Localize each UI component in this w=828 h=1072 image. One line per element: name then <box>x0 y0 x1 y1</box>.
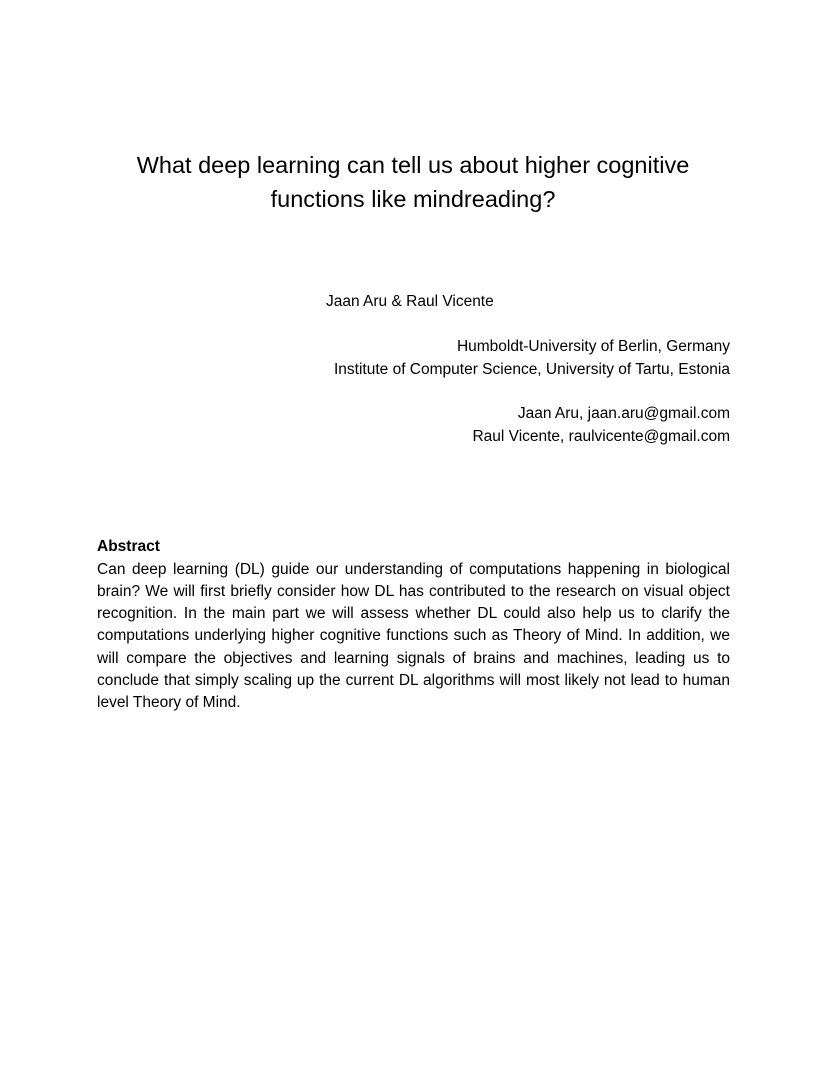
abstract-text: Can deep learning (DL) guide our understanding of computations happening in biological brain? We will first briefly consider how DL has contributed to the research on visual object recognition. In the main part we will assess whether DL could also help us to clarify the computations underlying higher cognitive functions such as Theory of Mind. In addition, we will compare the objectives and learning signals of brains and machines, leading us to conclude that simply scaling up the current DL algorithms will most likely not lead to human level Theory of Mind. <box>97 560 730 712</box>
affiliation-tartu: Institute of Computer Science, University of Tartu, Estonia <box>333 360 730 378</box>
abstract-heading: Abstract <box>97 538 160 555</box>
paper-title-line-1: What deep learning can tell us about higher cognitive <box>136 152 690 178</box>
paper-authors: Jaan Aru & Raul Vicente <box>326 293 494 310</box>
paper-affiliations <box>334 336 730 381</box>
contact-raul-vicente: Raul Vicente, raulvicente@gmail.com <box>472 427 730 445</box>
affiliation-humboldt: Humboldt-University of Berlin, Germany <box>456 338 730 355</box>
paper-contacts <box>472 403 730 448</box>
paper-title-line-2: functions like mindreading? <box>270 186 556 212</box>
paper-title <box>60 148 766 216</box>
abstract-section <box>97 536 730 715</box>
contact-jaan-aru: Jaan Aru, jaan.aru@gmail.com <box>517 405 730 422</box>
